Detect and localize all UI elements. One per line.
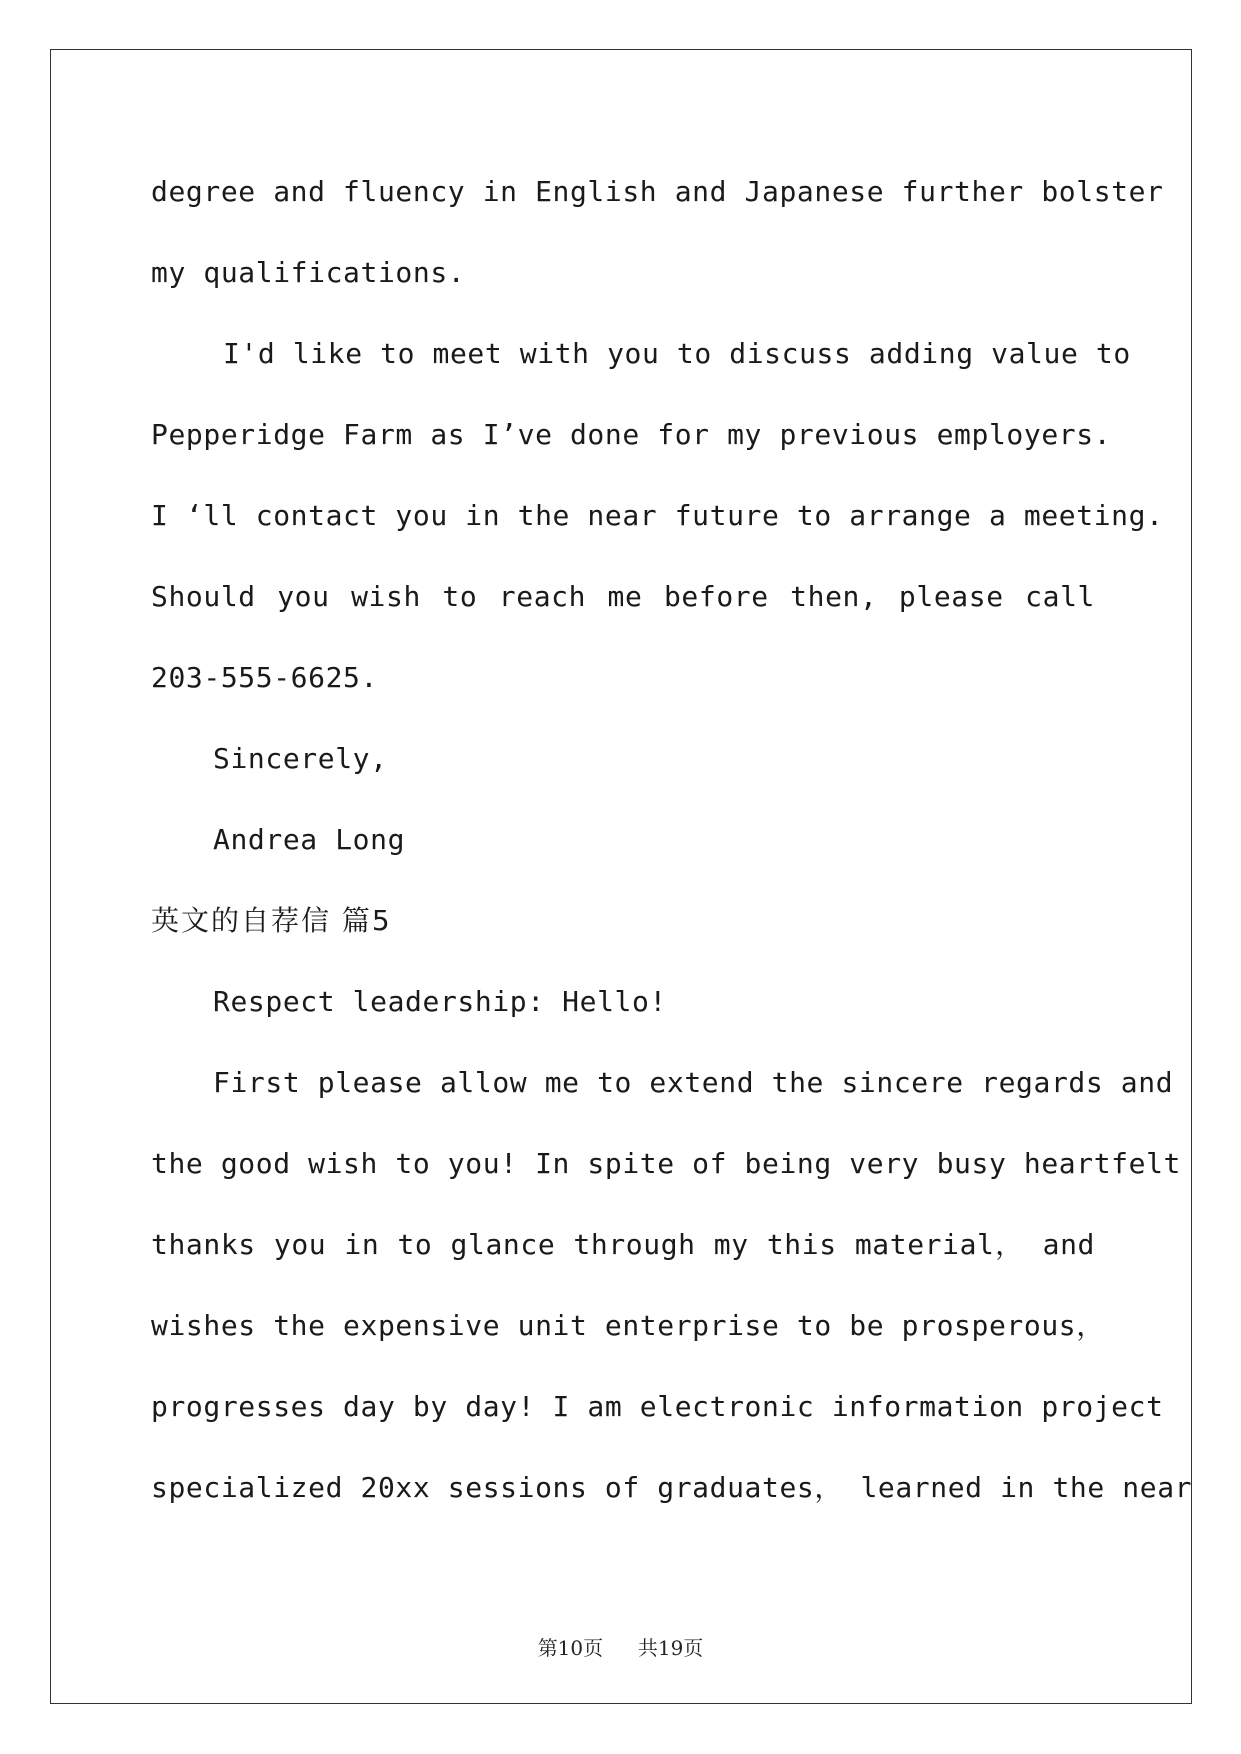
salutation: Respect leadership: Hello! [213,985,667,1018]
body-line: my qualifications. [151,256,466,289]
page-total: 共19页 [637,1636,704,1660]
phone-number: 203-555-6625. [151,661,378,694]
page-footer [0,1632,1241,1661]
body-line: I'd like to meet with you to discuss adding value to [223,337,1131,370]
body-line: progresses day by day! I am electronic information project [151,1390,1164,1423]
body-line: specialized 20xx sessions of graduates， learned in the near [151,1471,1193,1504]
body-line: wishes the expensive unit enterprise to be prosperous， [151,1309,1105,1342]
signature-name: Andrea Long [213,823,406,856]
body-line: Pepperidge Farm as I’ve done for my previous employers. [151,418,1112,451]
section-heading: 英文的自荐信 篇5 [151,904,392,937]
body-line: I ‘ll contact you in the near future to arrange a meeting. [151,499,1164,532]
page-number: 第10页 [537,1636,604,1660]
closing: Sincerely, [213,742,388,775]
page-border [50,49,1192,1704]
body-line: the good wish to you! In spite of being very busy heartfelt [151,1147,1181,1180]
body-line: degree and fluency in English and Japanese further bolster [151,175,1164,208]
body-line: thanks you in to glance through my this material， and [151,1228,1095,1261]
body-line: First please allow me to extend the sincere regards and [213,1066,1174,1099]
body-line: Should you wish to reach me before then, please call [151,580,1095,613]
